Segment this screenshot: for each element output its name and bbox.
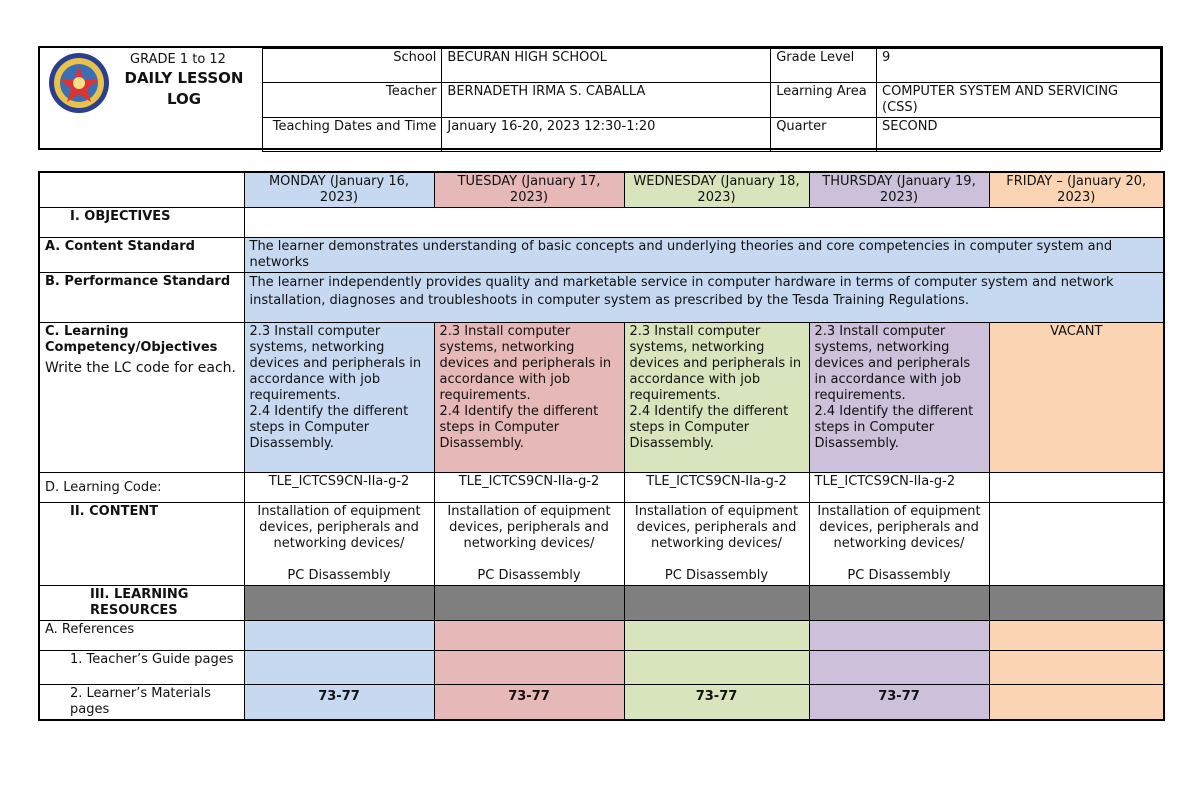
- competency-thursday: [809, 323, 989, 473]
- teachers-guide-thursday: [809, 651, 989, 685]
- deped-seal-icon: [48, 52, 110, 114]
- content-standard-text: The learner demonstrates understanding of basic concepts and underlying theories and core competencies in computer system and networks: [244, 238, 1164, 273]
- learning-area-value: COMPUTER SYSTEM AND SERVICING (CSS): [877, 83, 1161, 118]
- competency-friday-vacant: VACANT: [989, 323, 1164, 473]
- resources-label: III. LEARNING RESOURCES: [39, 586, 244, 621]
- page-title: DAILY LESSON LOG: [124, 69, 244, 108]
- content-text: Installation of equipment devices, peripherals and networking devices/: [634, 504, 799, 551]
- learning-code-tuesday: TLE_ICTCS9CN-IIa-g-2: [434, 473, 624, 503]
- dates-label: Teaching Dates and Time: [263, 118, 442, 152]
- references-label: A. References: [39, 621, 244, 651]
- content-wednesday: [624, 503, 809, 586]
- learners-materials-tuesday: 73-77: [434, 685, 624, 721]
- day-monday: MONDAY (January 16, 2023): [244, 172, 434, 208]
- references-monday: [244, 621, 434, 651]
- learners-materials-wednesday: 73-77: [624, 685, 809, 721]
- header-table: [262, 48, 1161, 152]
- competency-text-a: 2.3 Install computer systems, networking devices and peripherals in accordance with job requirements.: [629, 324, 802, 403]
- learning-code-wednesday: TLE_ICTCS9CN-IIa-g-2: [624, 473, 809, 503]
- lesson-log-table: [38, 171, 1165, 721]
- competency-wednesday: [624, 323, 809, 473]
- corner-cell: [39, 172, 244, 208]
- references-thursday: [809, 621, 989, 651]
- dates-value: January 16-20, 2023 12:30-1:20: [442, 118, 771, 152]
- content-monday: [244, 503, 434, 586]
- competency-note: Write the LC code for each.: [45, 360, 236, 376]
- grade-level-label: Grade Level: [771, 49, 877, 83]
- competency-monday: [244, 323, 434, 473]
- learning-code-monday: TLE_ICTCS9CN-IIa-g-2: [244, 473, 434, 503]
- content-thursday: [809, 503, 989, 586]
- references-friday: [989, 621, 1164, 651]
- content-label: II. CONTENT: [39, 503, 244, 586]
- competency-label-cell: [39, 323, 244, 473]
- competency-text-a: 2.3 Install computer systems, networking devices and peripherals in accordance with job requirements.: [249, 324, 422, 403]
- learners-materials-friday: [989, 685, 1164, 721]
- resources-tuesday: [434, 586, 624, 621]
- quarter-value: SECOND: [877, 118, 1161, 152]
- school-value: BECURAN HIGH SCHOOL: [442, 49, 771, 83]
- learning-area-label: Learning Area: [771, 83, 877, 118]
- content-tuesday: [434, 503, 624, 586]
- content-topic: PC Disassembly: [664, 568, 769, 583]
- performance-standard-text: The learner independently provides quality and marketable service in computer hardware in terms of computer system and network installation, diagnoses and troubleshoots in computer system as prescribed by the Tesda Training Regulations.: [244, 273, 1164, 323]
- competency-text-b: 2.4 Identify the different steps in Computer Disassembly.: [814, 404, 974, 451]
- competency-text-b: 2.4 Identify the different steps in Computer Disassembly.: [439, 404, 599, 451]
- school-label: School: [263, 49, 442, 83]
- performance-standard-label: B. Performance Standard: [39, 273, 244, 323]
- competency-text-b: 2.4 Identify the different steps in Computer Disassembly.: [249, 404, 409, 451]
- teachers-guide-wednesday: [624, 651, 809, 685]
- objectives-label: I. OBJECTIVES: [39, 208, 244, 238]
- learners-materials-label: 2. Learner’s Materials pages: [39, 685, 244, 721]
- teachers-guide-monday: [244, 651, 434, 685]
- grade-range: GRADE 1 to 12: [130, 52, 226, 67]
- learning-code-label: D. Learning Code:: [39, 473, 244, 503]
- teachers-guide-friday: [989, 651, 1164, 685]
- resources-monday: [244, 586, 434, 621]
- quarter-label: Quarter: [771, 118, 877, 152]
- content-friday: [989, 503, 1164, 586]
- learning-code-friday: [989, 473, 1164, 503]
- competency-tuesday: [434, 323, 624, 473]
- content-text: Installation of equipment devices, peripherals and networking devices/: [447, 504, 611, 551]
- content-topic: PC Disassembly: [477, 568, 581, 583]
- resources-wednesday: [624, 586, 809, 621]
- grade-level-value: 9: [877, 49, 1161, 83]
- day-tuesday: TUESDAY (January 17, 2023): [434, 172, 624, 208]
- references-wednesday: [624, 621, 809, 651]
- learners-materials-monday: 73-77: [244, 685, 434, 721]
- content-topic: PC Disassembly: [847, 568, 951, 583]
- resources-friday: [989, 586, 1164, 621]
- teachers-guide-tuesday: [434, 651, 624, 685]
- competency-label: C. Learning Competency/Objectives: [45, 324, 218, 355]
- day-thursday: THURSDAY (January 19, 2023): [809, 172, 989, 208]
- content-topic: PC Disassembly: [287, 568, 391, 583]
- objectives-cell: [244, 208, 1164, 238]
- competency-text-a: 2.3 Install computer systems, networking devices and peripherals in accordance with job requirements.: [439, 324, 612, 403]
- learners-materials-thursday: 73-77: [809, 685, 989, 721]
- references-tuesday: [434, 621, 624, 651]
- competency-text-a: 2.3 Install computer systems, networking devices and peripherals in accordance with job requirements.: [814, 324, 971, 403]
- day-wednesday: WEDNESDAY (January 18, 2023): [624, 172, 809, 208]
- header-block: [38, 46, 1163, 150]
- teachers-guide-label: 1. Teacher’s Guide pages: [39, 651, 244, 685]
- teacher-label: Teacher: [263, 83, 442, 118]
- logo-cell: [40, 48, 262, 148]
- resources-thursday: [809, 586, 989, 621]
- content-text: Installation of equipment devices, peripherals and networking devices/: [817, 504, 981, 551]
- learning-code-thursday: TLE_ICTCS9CN-IIa-g-2: [809, 473, 989, 503]
- content-standard-label: A. Content Standard: [39, 238, 244, 273]
- competency-text-b: 2.4 Identify the different steps in Computer Disassembly.: [629, 404, 789, 451]
- day-friday: FRIDAY – (January 20, 2023): [989, 172, 1164, 208]
- teacher-value: BERNADETH IRMA S. CABALLA: [442, 83, 771, 118]
- content-text: Installation of equipment devices, peripherals and networking devices/: [257, 504, 421, 551]
